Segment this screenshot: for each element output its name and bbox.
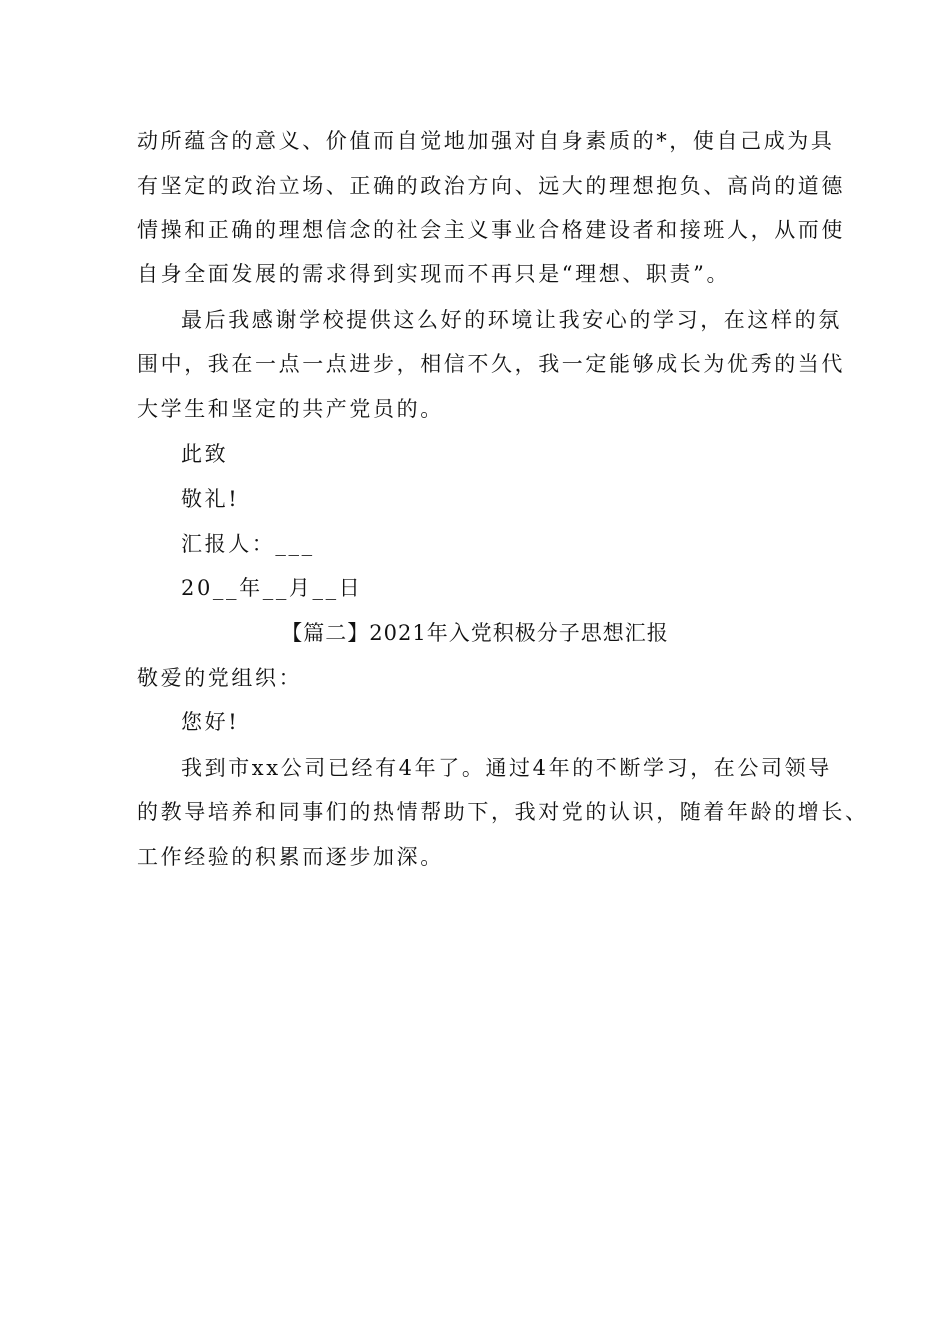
closing-jingli: 敬礼! bbox=[181, 487, 240, 511]
paragraph-line: 最后我感谢学校提供这么好的环境让我安心的学习，在这样的氛 bbox=[181, 308, 842, 332]
paragraph-line: 工作经验的积累而逐步加深。 bbox=[137, 845, 444, 869]
closing-cizhi: 此致 bbox=[181, 442, 229, 466]
paragraph-line: 大学生和坚定的共产党员的。 bbox=[137, 397, 444, 421]
paragraph-line: 的教导培养和同事们的热情帮助下，我对党的认识，随着年龄的增长、 bbox=[137, 800, 869, 824]
salutation: 敬爱的党组织： bbox=[137, 666, 303, 690]
reporter-line: 汇报人：___ bbox=[181, 532, 315, 556]
section-title: 【篇二】2021年入党积极分子思想汇报 bbox=[281, 621, 669, 645]
greeting: 您好! bbox=[181, 710, 240, 734]
paragraph-line: 情操和正确的理想信念的社会主义事业合格建设者和接班人，从而使 bbox=[137, 218, 845, 242]
paragraph-line: 自身全面发展的需求得到实现而不再只是“理想、职责”。 bbox=[137, 262, 731, 286]
paragraph-line: 我到市xx公司已经有4年了。通过4年的不断学习，在公司领导 bbox=[181, 756, 832, 780]
paragraph-line: 围中，我在一点一点进步，相信不久，我一定能够成长为优秀的当代 bbox=[137, 352, 845, 376]
paragraph-line: 有坚定的政治立场、正确的政治方向、远大的理想抱负、高尚的道德 bbox=[137, 174, 845, 198]
date-line: 20__年__月__日 bbox=[181, 576, 363, 600]
paragraph-line: 动所蕴含的意义、价值而自觉地加强对自身素质的*，使自己成为具 bbox=[137, 129, 835, 153]
